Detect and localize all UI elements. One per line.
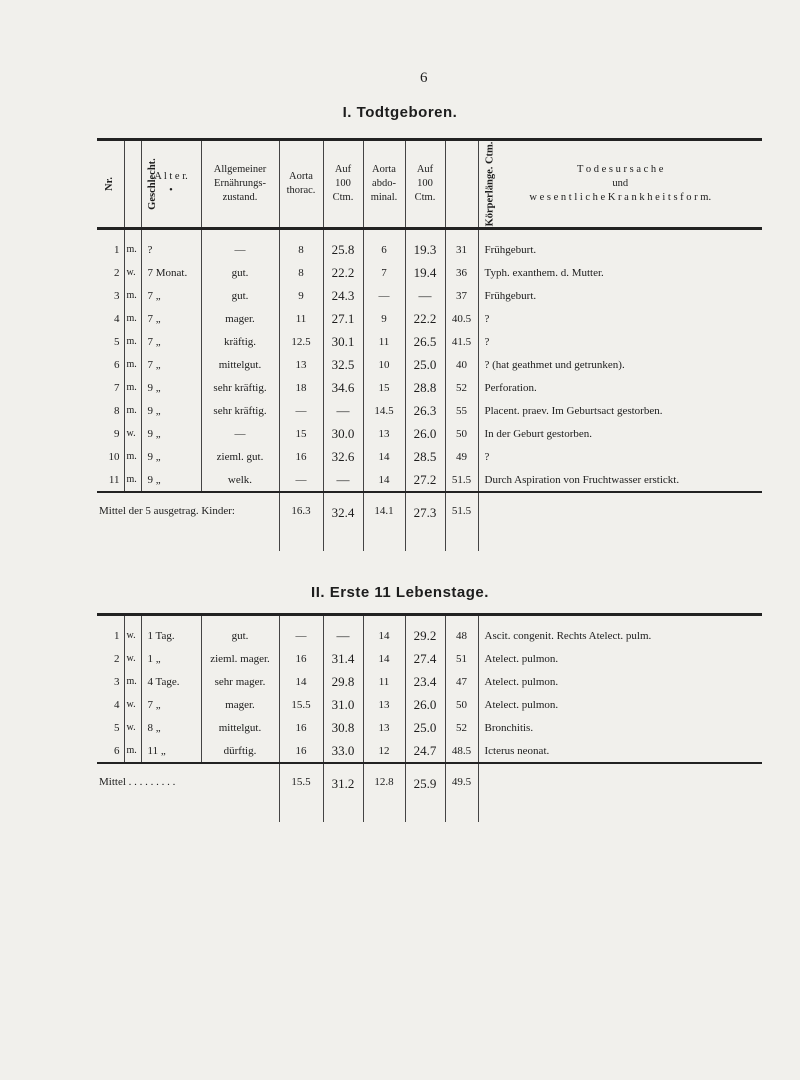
row-auf100-abdominal: 29.2 — [405, 615, 445, 648]
header-todesursache: T o d e s u r s a c h e und w e s e n t l i c h e K r a n k h e i t s f o r m. — [478, 140, 762, 229]
row-sex: m. — [124, 229, 141, 262]
row-koerperlaenge: 52 — [445, 376, 478, 399]
row-age: 7 „ — [141, 307, 201, 330]
row-auf100-abdominal: 23.4 — [405, 670, 445, 693]
row-auf100-thorac: 30.1 — [323, 330, 363, 353]
row-koerperlaenge: 41.5 — [445, 330, 478, 353]
row-nr: 4 — [114, 312, 120, 325]
row-age: 9 „ — [141, 399, 201, 422]
row-nr: 7 — [114, 381, 120, 394]
row-koerperlaenge: 51 — [445, 647, 478, 670]
row-auf100-abdominal: 24.7 — [405, 739, 445, 763]
row-todesursache: ? (hat geathmet und getrunken). — [478, 353, 762, 376]
row-auf100-thorac: 30.0 — [323, 422, 363, 445]
row-sex: m. — [124, 284, 141, 307]
row-todesursache: Durch Aspiration von Fruchtwasser erstickt. — [478, 468, 762, 492]
row-aorta-thorac: 18 — [279, 376, 323, 399]
row-aorta-abdominal: 7 — [363, 261, 405, 284]
row-koerperlaenge: 51.5 — [445, 468, 478, 492]
table-row — [97, 376, 762, 399]
row-koerperlaenge: 55 — [445, 399, 478, 422]
row-aorta-thorac: 16 — [279, 647, 323, 670]
row-aorta-thorac: 9 — [279, 284, 323, 307]
row-nr: 8 — [114, 404, 120, 417]
table-row — [97, 615, 762, 648]
row-aorta-abdominal: 11 — [363, 330, 405, 353]
row-auf100-thorac: 24.3 — [323, 284, 363, 307]
header-auf100-thorac: Auf 100 Ctm. — [323, 140, 363, 229]
row-nr: 6 — [114, 358, 120, 371]
row-koerperlaenge: 40.5 — [445, 307, 478, 330]
table-header-row — [97, 140, 762, 229]
section-title-lebenstage: II. Erste 11 Lebenstage. — [311, 584, 489, 601]
row-nr: 2 — [114, 652, 120, 665]
row-auf100-thorac: 31.4 — [323, 647, 363, 670]
row-auf100-abdominal: 27.2 — [405, 468, 445, 492]
row-sex: m. — [124, 376, 141, 399]
table-row — [97, 330, 762, 353]
row-ernaehrung: kräftig. — [201, 330, 279, 353]
header-auf100-abdominal: Auf 100 Ctm. — [405, 140, 445, 229]
row-aorta-abdominal: 15 — [363, 376, 405, 399]
mean-auf100-abdominal: 27.3 — [405, 492, 445, 551]
row-age: 4 Tage. — [141, 670, 201, 693]
row-auf100-thorac: 30.8 — [323, 716, 363, 739]
row-nr: 3 — [114, 289, 120, 302]
row-auf100-thorac: 32.6 — [323, 445, 363, 468]
row-aorta-thorac: 15 — [279, 422, 323, 445]
table-row — [97, 739, 762, 763]
table-todtgeboren — [97, 138, 762, 551]
row-aorta-thorac: 8 — [279, 261, 323, 284]
row-auf100-abdominal: 26.0 — [405, 693, 445, 716]
row-aorta-abdominal: 13 — [363, 716, 405, 739]
row-ernaehrung: welk. — [201, 468, 279, 492]
row-koerperlaenge: 36 — [445, 261, 478, 284]
row-nr: 1 — [114, 629, 120, 642]
mean-label: Mittel der 5 ausgetrag. Kinder: — [97, 492, 279, 551]
table-row — [97, 307, 762, 330]
row-auf100-abdominal: 26.3 — [405, 399, 445, 422]
header-koerperlaenge: Körperlänge. Ctm. — [445, 140, 478, 229]
table-row — [97, 647, 762, 670]
row-sex: w. — [124, 422, 141, 445]
mean-koerperlaenge: 51.5 — [445, 492, 478, 551]
row-ernaehrung: mittelgut. — [201, 716, 279, 739]
row-koerperlaenge: 49 — [445, 445, 478, 468]
row-auf100-abdominal: 28.5 — [405, 445, 445, 468]
row-nr: 5 — [114, 335, 120, 348]
mean-todesursache-blank — [478, 763, 762, 822]
header-sex: Geschlecht. — [124, 140, 141, 229]
row-aorta-abdominal: 14 — [363, 445, 405, 468]
row-auf100-abdominal: 25.0 — [405, 716, 445, 739]
row-sex: w. — [124, 261, 141, 284]
row-aorta-thorac: 16 — [279, 445, 323, 468]
row-auf100-abdominal: 27.4 — [405, 647, 445, 670]
row-aorta-thorac: — — [279, 399, 323, 422]
mean-auf100-thorac: 31.2 — [323, 763, 363, 822]
mean-koerperlaenge: 49.5 — [445, 763, 478, 822]
row-koerperlaenge: 48.5 — [445, 739, 478, 763]
row-age: 11 „ — [141, 739, 201, 763]
row-koerperlaenge: 50 — [445, 422, 478, 445]
row-koerperlaenge: 52 — [445, 716, 478, 739]
row-aorta-thorac: 16 — [279, 739, 323, 763]
row-nr: 2 — [114, 266, 120, 279]
row-todesursache: Icterus neonat. — [478, 739, 762, 763]
row-ernaehrung: zieml. gut. — [201, 445, 279, 468]
table-row — [97, 261, 762, 284]
table-row — [97, 353, 762, 376]
row-auf100-thorac: 27.1 — [323, 307, 363, 330]
row-ernaehrung: mager. — [201, 307, 279, 330]
mean-row — [97, 763, 762, 822]
table-row — [97, 670, 762, 693]
row-aorta-abdominal: 6 — [363, 229, 405, 262]
row-ernaehrung: mittelgut. — [201, 353, 279, 376]
page-number: 6 — [420, 70, 428, 86]
row-auf100-thorac: 34.6 — [323, 376, 363, 399]
row-aorta-thorac: 14 — [279, 670, 323, 693]
row-age: 7 „ — [141, 330, 201, 353]
mean-aorta-abdominal: 14.1 — [363, 492, 405, 551]
row-auf100-thorac: 29.8 — [323, 670, 363, 693]
mean-aorta-thorac: 16.3 — [279, 492, 323, 551]
row-auf100-thorac: 31.0 — [323, 693, 363, 716]
header-ernaehrung: Allgemeiner Ernährungs- zustand. — [201, 140, 279, 229]
row-koerperlaenge: 31 — [445, 229, 478, 262]
row-sex: w. — [124, 716, 141, 739]
row-age: 1 Tag. — [141, 615, 201, 648]
row-aorta-abdominal: 13 — [363, 693, 405, 716]
row-koerperlaenge: 47 — [445, 670, 478, 693]
row-koerperlaenge: 40 — [445, 353, 478, 376]
row-nr: 6 — [114, 744, 120, 757]
row-sex: m. — [124, 739, 141, 763]
row-aorta-thorac: 16 — [279, 716, 323, 739]
row-aorta-thorac: 11 — [279, 307, 323, 330]
row-nr: 5 — [114, 721, 120, 734]
row-aorta-abdominal: 12 — [363, 739, 405, 763]
row-aorta-abdominal: 14 — [363, 647, 405, 670]
mean-todesursache-blank — [478, 492, 762, 551]
row-aorta-thorac: 13 — [279, 353, 323, 376]
row-todesursache: Perforation. — [478, 376, 762, 399]
section-title-todtgeboren: I. Todtgeboren. — [342, 104, 458, 121]
row-sex: m. — [124, 307, 141, 330]
table-lebenstage — [97, 613, 762, 822]
row-koerperlaenge: 48 — [445, 615, 478, 648]
row-nr: 3 — [114, 675, 120, 688]
row-todesursache: ? — [478, 307, 762, 330]
row-todesursache: ? — [478, 330, 762, 353]
table-row — [97, 468, 762, 492]
row-aorta-abdominal: 14 — [363, 615, 405, 648]
row-todesursache: Frühgeburt. — [478, 229, 762, 262]
row-aorta-abdominal: 9 — [363, 307, 405, 330]
row-ernaehrung: gut. — [201, 261, 279, 284]
row-age: 7 „ — [141, 284, 201, 307]
header-aorta-thorac: Aorta thorac. — [279, 140, 323, 229]
row-age: 7 „ — [141, 693, 201, 716]
row-ernaehrung: sehr mager. — [201, 670, 279, 693]
row-sex: m. — [124, 353, 141, 376]
row-ernaehrung: gut. — [201, 615, 279, 648]
mean-label: Mittel . . . . . . . . . — [97, 763, 279, 822]
row-ernaehrung: zieml. mager. — [201, 647, 279, 670]
row-auf100-thorac: 25.8 — [323, 229, 363, 262]
row-aorta-thorac: — — [279, 468, 323, 492]
row-koerperlaenge: 37 — [445, 284, 478, 307]
header-age: A l t e r. • — [141, 140, 201, 229]
row-aorta-abdominal: — — [363, 284, 405, 307]
row-nr: 9 — [114, 427, 120, 440]
row-age: 9 „ — [141, 422, 201, 445]
row-sex: w. — [124, 615, 141, 648]
row-aorta-thorac: 15.5 — [279, 693, 323, 716]
row-auf100-thorac: 32.5 — [323, 353, 363, 376]
table-row — [97, 445, 762, 468]
row-aorta-thorac: — — [279, 615, 323, 648]
row-ernaehrung: — — [201, 229, 279, 262]
mean-auf100-thorac: 32.4 — [323, 492, 363, 551]
row-todesursache: Atelect. pulmon. — [478, 647, 762, 670]
row-sex: w. — [124, 647, 141, 670]
row-auf100-abdominal: 22.2 — [405, 307, 445, 330]
row-age: 9 „ — [141, 376, 201, 399]
header-aorta-abdominal: Aorta abdo- minal. — [363, 140, 405, 229]
row-ernaehrung: mager. — [201, 693, 279, 716]
row-sex: m. — [124, 399, 141, 422]
row-aorta-abdominal: 13 — [363, 422, 405, 445]
row-age: 9 „ — [141, 445, 201, 468]
table-row — [97, 399, 762, 422]
row-aorta-thorac: 8 — [279, 229, 323, 262]
row-ernaehrung: — — [201, 422, 279, 445]
row-todesursache: Typh. exanthem. d. Mutter. — [478, 261, 762, 284]
row-todesursache: Atelect. pulmon. — [478, 670, 762, 693]
row-todesursache: ? — [478, 445, 762, 468]
row-auf100-abdominal: — — [405, 284, 445, 307]
row-sex: m. — [124, 468, 141, 492]
row-aorta-abdominal: 14.5 — [363, 399, 405, 422]
row-nr: 10 — [108, 450, 120, 463]
row-nr: 11 — [108, 473, 120, 486]
row-auf100-abdominal: 26.5 — [405, 330, 445, 353]
mean-auf100-abdominal: 25.9 — [405, 763, 445, 822]
row-auf100-abdominal: 19.3 — [405, 229, 445, 262]
row-auf100-abdominal: 25.0 — [405, 353, 445, 376]
row-koerperlaenge: 50 — [445, 693, 478, 716]
row-auf100-thorac: 33.0 — [323, 739, 363, 763]
row-age: 7 „ — [141, 353, 201, 376]
row-sex: m. — [124, 445, 141, 468]
row-todesursache: Bronchitis. — [478, 716, 762, 739]
row-todesursache: Atelect. pulmon. — [478, 693, 762, 716]
row-sex: m. — [124, 330, 141, 353]
table-row — [97, 284, 762, 307]
row-todesursache: Ascit. congenit. Rechts Atelect. pulm. — [478, 615, 762, 648]
row-todesursache: Placent. praev. Im Geburtsact gestorben. — [478, 399, 762, 422]
row-age: 1 „ — [141, 647, 201, 670]
row-aorta-abdominal: 10 — [363, 353, 405, 376]
row-auf100-thorac: 22.2 — [323, 261, 363, 284]
table-row — [97, 716, 762, 739]
row-auf100-thorac: — — [323, 399, 363, 422]
row-ernaehrung: gut. — [201, 284, 279, 307]
row-nr: 4 — [114, 698, 120, 711]
header-nr: Nr. — [97, 140, 124, 229]
row-aorta-abdominal: 14 — [363, 468, 405, 492]
row-auf100-thorac: — — [323, 615, 363, 648]
row-todesursache: Frühgeburt. — [478, 284, 762, 307]
mean-row — [97, 492, 762, 551]
row-auf100-abdominal: 26.0 — [405, 422, 445, 445]
row-nr: 1 — [114, 243, 120, 256]
row-age: 7 Monat. — [141, 261, 201, 284]
row-sex: w. — [124, 693, 141, 716]
row-sex: m. — [124, 670, 141, 693]
table-row — [97, 229, 762, 262]
row-auf100-abdominal: 28.8 — [405, 376, 445, 399]
row-ernaehrung: sehr kräftig. — [201, 399, 279, 422]
row-age: 8 „ — [141, 716, 201, 739]
mean-aorta-thorac: 15.5 — [279, 763, 323, 822]
row-age: ? — [141, 229, 201, 262]
row-todesursache: In der Geburt gestorben. — [478, 422, 762, 445]
table-row — [97, 693, 762, 716]
mean-aorta-abdominal: 12.8 — [363, 763, 405, 822]
row-ernaehrung: dürftig. — [201, 739, 279, 763]
table-row — [97, 422, 762, 445]
row-auf100-abdominal: 19.4 — [405, 261, 445, 284]
row-aorta-thorac: 12.5 — [279, 330, 323, 353]
row-aorta-abdominal: 11 — [363, 670, 405, 693]
row-auf100-thorac: — — [323, 468, 363, 492]
row-ernaehrung: sehr kräftig. — [201, 376, 279, 399]
row-age: 9 „ — [141, 468, 201, 492]
